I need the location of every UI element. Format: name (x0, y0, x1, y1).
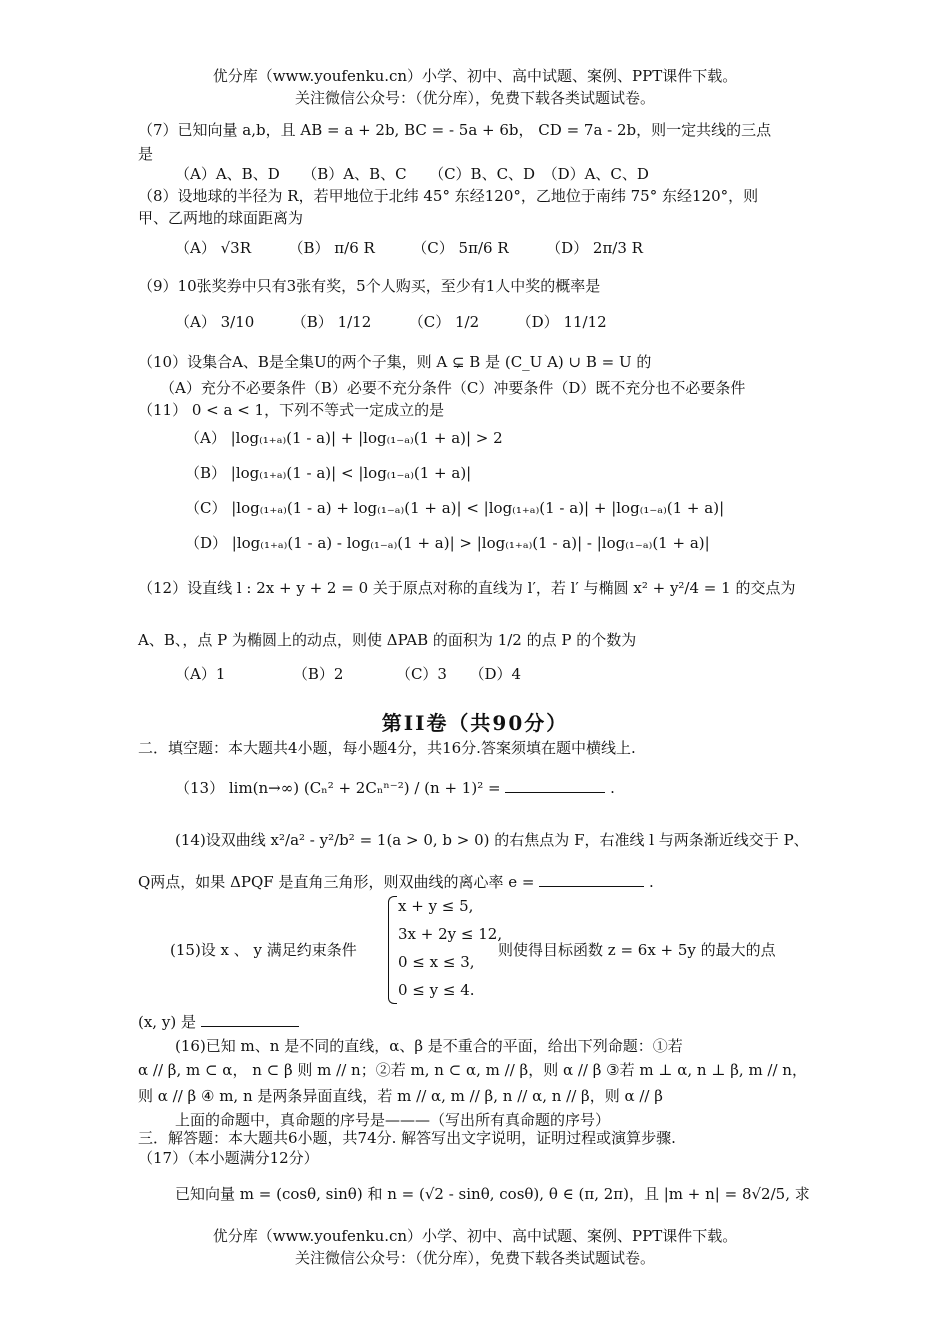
q8-stem: （8）设地球的半径为 R，若甲地位于北纬 45° 东经120°，乙地位于南纬 75° 东经120°，则 (138, 187, 759, 205)
q15-answer-blank[interactable] (201, 1012, 299, 1027)
q13-tail: . (610, 779, 615, 797)
q12-options: （A）1 （B）2 （C）3 （D）4 (175, 665, 522, 683)
q14-answer-blank[interactable] (539, 872, 644, 887)
q11-option-c: （C） |log₍₁₊ₐ₎(1 - a) + log₍₁₋ₐ₎(1 + a)| < |log₍₁₊ₐ₎(1 - a)| + |log₍₁₋ₐ₎(1 + a)| (185, 499, 725, 517)
q15-constraint-2: 3x + 2y ≤ 12, (398, 925, 503, 943)
q11-option-d: （D） |log₍₁₊ₐ₎(1 - a) - log₍₁₋ₐ₎(1 + a)| > |log₍₁₊ₐ₎(1 - a)| - |log₍₁₋ₐ₎(1 + a)| (185, 534, 710, 552)
section2-title: 第II卷（共90分） (381, 711, 569, 735)
q14-text: Q两点，如果 ΔPQF 是直角三角形，则双曲线的离心率 e = (138, 873, 535, 891)
q11-option-a: （A） |log₍₁₊ₐ₎(1 - a)| + |log₍₁₋ₐ₎(1 + a)| > 2 (185, 429, 503, 447)
q10-options: （A）充分不必要条件（B）必要不充分条件（C）冲要条件（D）既不充分也不必要条件 (160, 379, 746, 397)
q15-constraint-1: x + y ≤ 5, (398, 897, 474, 915)
q15-constraint-3: 0 ≤ x ≤ 3, (398, 953, 475, 971)
q15-objective: 则使得目标函数 z = 6x + 5y 的最大的点 (498, 941, 776, 959)
q8-stem-cont: 甲、乙两地的球面距离为 (138, 209, 304, 227)
q7-options: （A）A、B、D （B）A、B、C （C）B、C、D （D）A、C、D (175, 165, 649, 183)
q15-text: (x, y) 是 (138, 1013, 196, 1031)
q12-stem: （12）设直线 l : 2x + y + 2 = 0 关于原点对称的直线为 l′，若 l′ 与椭圆 x² + y²/4 = 1 的交点为 (138, 579, 796, 597)
q15-constraint-brace (388, 896, 397, 1004)
q14-tail: . (649, 873, 654, 891)
q14-stem: (14)设双曲线 x²/a² - y²/b² = 1(a > 0, b > 0) 的右焦点为 F，右准线 l 与两条渐近线交于 P、 (175, 831, 809, 849)
q9-stem: （9）10张奖券中只有3张有奖，5个人购买，至少有1人中奖的概率是 (138, 277, 601, 295)
q8-options: （A） √3R （B） π/6 R （C） 5π/6 R （D） 2π/3 R (175, 239, 643, 257)
q16-line-3: 则 α // β ④ m, n 是两条异面直线，若 m // α, m // β, n // α, n // β，则 α // β (138, 1087, 663, 1105)
header-line-2: 关注微信公众号：（优分库），免费下载各类试题试卷。 (294, 89, 655, 107)
q12-stem-cont: A、B、，点 P 为椭圆上的动点，则使 ΔPAB 的面积为 1/2 的点 P 的个数为 (138, 631, 637, 649)
q11-option-b: （B） |log₍₁₊ₐ₎(1 - a)| < |log₍₁₋ₐ₎(1 + a)| (185, 464, 472, 482)
q17-stem: 已知向量 m = (cosθ, sinθ) 和 n = (√2 - sinθ, cosθ), θ ∈ (π, 2π)，且 |m + n| = 8√2/5, 求 (175, 1185, 810, 1203)
q16-line-1: (16)已知 m、n 是不同的直线，α、β 是不重合的平面，给出下列命题：①若 (175, 1037, 683, 1055)
q9-options: （A） 3/10 （B） 1/12 （C） 1/2 （D） 11/12 (175, 313, 607, 331)
footer-line-1: 优分库（www.youfenku.cn）小学、初中、高中试题、案例、PPT课件下载。 (212, 1227, 738, 1245)
section2-intro: 二．填空题：本大题共4小题，每小题4分，共16分.答案须填在题中横线上. (138, 739, 636, 757)
q13-text: （13） lim(n→∞) (Cₙ² + 2Cₙⁿ⁻²) / (n + 1)² = (175, 779, 501, 797)
q10-stem: （10）设集合A、B是全集U的两个子集，则 A ⊊ B 是 (C_U A) ∪ B = U 的 (138, 353, 652, 371)
q7-stem-cont: 是 (138, 145, 154, 163)
q13-stem (175, 778, 615, 797)
section3-intro: 三．解答题：本大题共6小题，共74分. 解答写出文字说明，证明过程或演算步骤. (138, 1129, 676, 1147)
q13-answer-blank[interactable] (505, 778, 605, 793)
q16-line-2: α // β, m ⊂ α， n ⊂ β 则 m // n；②若 m, n ⊂ α, m // β，则 α // β ③若 m ⊥ α, n ⊥ β, m // n， (138, 1061, 807, 1079)
q15-constraint-4: 0 ≤ y ≤ 4. (398, 981, 475, 999)
q14-stem-cont (138, 872, 654, 891)
q15-stem-cont (138, 1012, 299, 1031)
q7-stem: （7）已知向量 a,b，且 AB = a + 2b, BC = - 5a + 6b， CD = 7a - 2b，则一定共线的三点 (138, 121, 772, 139)
q16-line-4: 上面的命题中，真命题的序号是———（写出所有真命题的序号） (175, 1111, 611, 1129)
header-line-1: 优分库（www.youfenku.cn）小学、初中、高中试题、案例、PPT课件下载。 (212, 67, 738, 85)
q17-title: （17）（本小题满分12分） (138, 1149, 319, 1167)
footer-line-2: 关注微信公众号：（优分库），免费下载各类试题试卷。 (294, 1249, 655, 1267)
q11-stem: （11） 0 < a < 1，下列不等式一定成立的是 (138, 401, 445, 419)
q15-lead: (15)设 x 、 y 满足约束条件 (170, 941, 357, 959)
